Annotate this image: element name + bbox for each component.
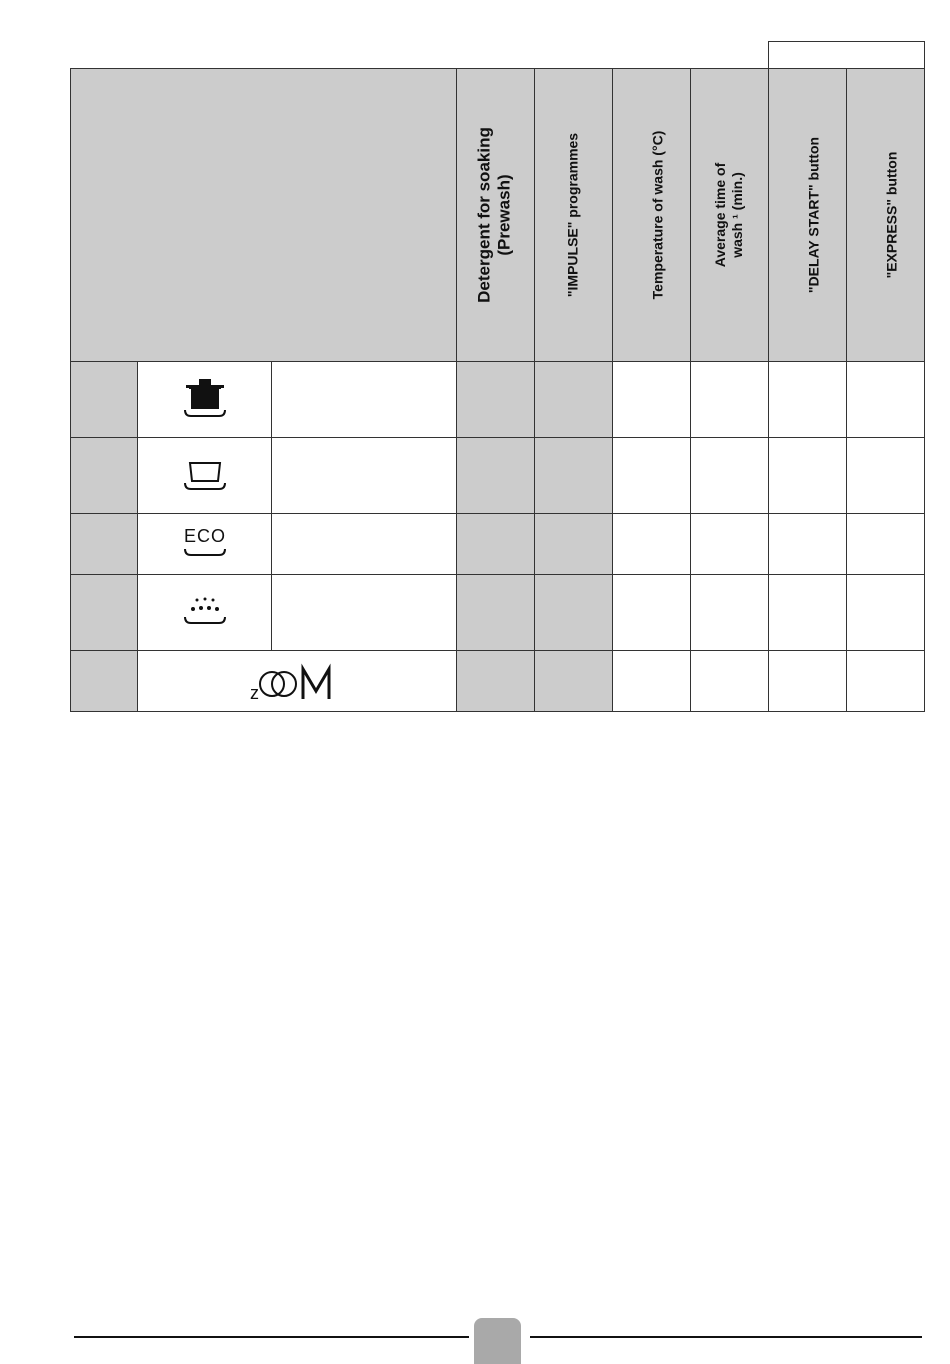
bowl-icon <box>180 455 230 495</box>
header-impulse: "IMPULSE" programmes <box>564 132 581 298</box>
col-divider <box>271 361 272 650</box>
eco-icon-label: ECO <box>183 526 226 546</box>
header-delay-start: "DELAY START" button <box>805 136 822 294</box>
row-divider <box>70 437 925 438</box>
col-divider <box>456 68 457 712</box>
top-right-box <box>768 41 925 69</box>
col-divider <box>690 68 691 712</box>
header-temperature: Temperature of wash (°C) <box>649 130 666 300</box>
col-divider <box>534 68 535 712</box>
zoom-logo <box>248 663 344 703</box>
col-divider <box>768 68 769 712</box>
col-divider <box>612 68 613 712</box>
header-detergent: Detergent for soaking (Prewash) <box>474 127 514 303</box>
header-bottom-line <box>70 361 925 362</box>
svg-text:z: z <box>250 683 259 703</box>
col-divider <box>846 68 847 712</box>
droplets-icon <box>180 592 230 632</box>
header-express: "EXPRESS" button <box>883 151 900 279</box>
col-divider <box>137 361 138 712</box>
footer-rule-left <box>74 1336 469 1338</box>
row-divider <box>70 574 925 575</box>
footer-rule-right <box>530 1336 922 1338</box>
pot-icon <box>180 377 230 421</box>
page-number-tab <box>474 1318 521 1364</box>
header-average-time: Average time of wash ¹ (min.) <box>712 162 745 268</box>
row-divider <box>70 513 925 514</box>
row-divider <box>70 650 925 651</box>
eco-icon <box>180 526 230 562</box>
